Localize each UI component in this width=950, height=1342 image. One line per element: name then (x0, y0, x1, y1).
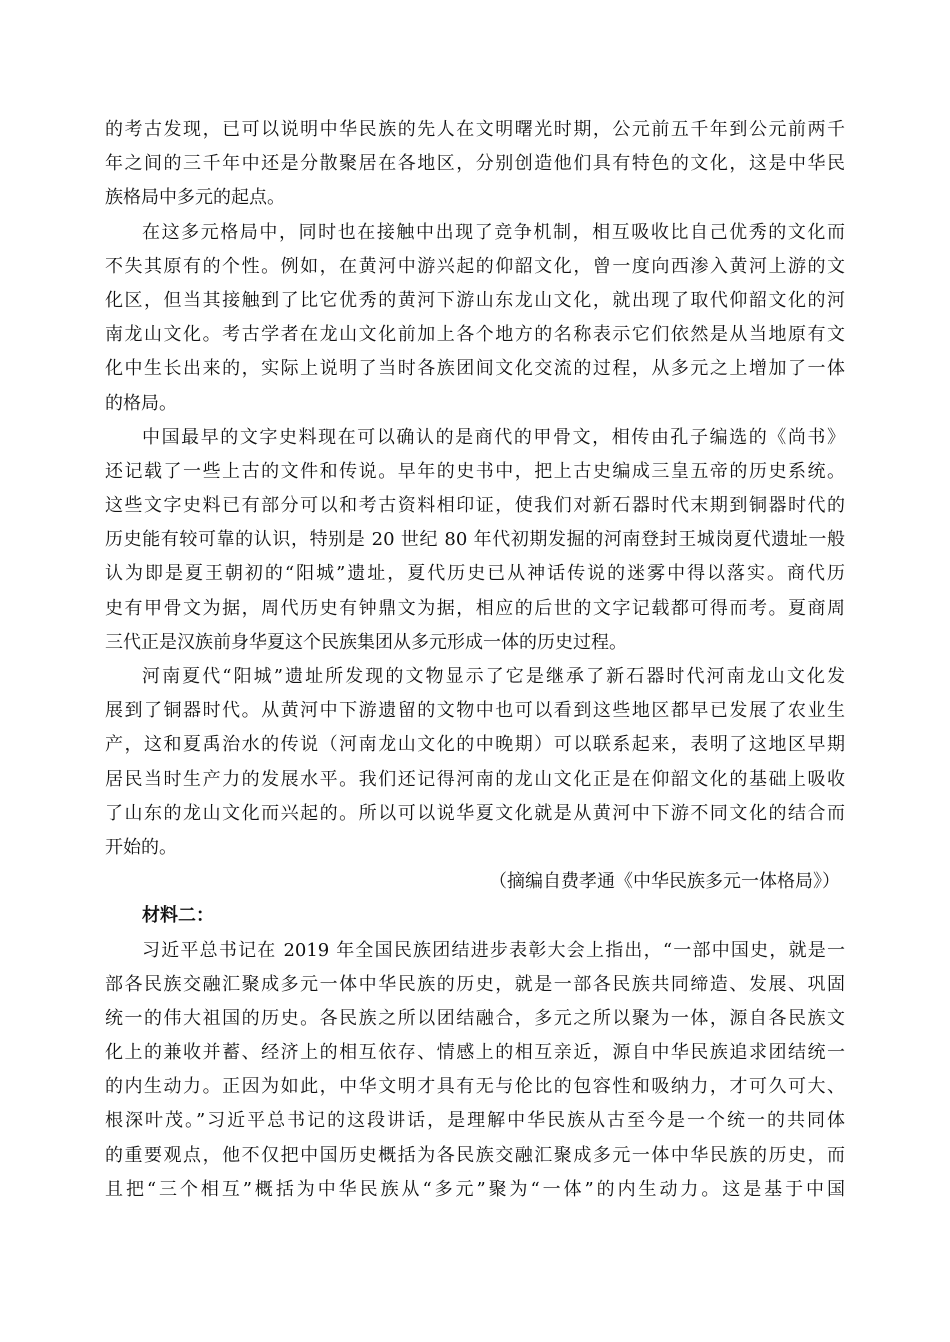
paragraph-3 (105, 421, 845, 660)
text-line: 这些文字史料已有部分可以和考古资料相印证，使我们对新石器时代末期到铜器时代的 (105, 495, 845, 517)
text-line: 三代正是汉族前身华夏这个民族集团从多元形成一体的历史过程。 (105, 631, 627, 653)
text-line: 不失其原有的个性。例如，在黄河中游兴起的仰韶文化，曾一度向西渗入黄河上游的文 (105, 255, 845, 277)
text-line: 年之间的三千年中还是分散聚居在各地区，分别创造他们具有特色的文化，这是中华民 (105, 153, 845, 175)
paragraph-4 (105, 660, 845, 865)
paragraph-2 (105, 216, 845, 421)
document-page (105, 113, 845, 1207)
text-line: 化区，但当其接触到了比它优秀的黄河下游山东龙山文化，就出现了取代仰韶文化的河 (105, 289, 845, 311)
text-line: 南龙山文化。考古学者在龙山文化前加上各个地方的名称表示它们依然是从当地原有文 (105, 324, 845, 346)
text-line: 认为即是夏王朝初的“阳城”遗址，夏代历史已从神话传说的迷雾中得以落实。商代历 (105, 563, 845, 585)
text-line: 的重要观点，他不仅把中国历史概括为各民族交融汇聚成多元一体中华民族的历史，而 (105, 1144, 845, 1166)
text-line: 河南夏代“阳城”遗址所发现的文物显示了它是继承了新石器时代河南龙山文化发 (142, 666, 845, 687)
text-line: 在这多元格局中，同时也在接触中出现了竞争机制，相互吸收比自己优秀的文化而 (142, 221, 845, 243)
text-line: 的格局。 (105, 392, 177, 414)
text-line: 族格局中多元的起点。 (105, 187, 285, 209)
text-line: 统一的伟大祖国的历史。各民族之所以团结融合，多元之所以聚为一体，源自各民族文 (105, 1007, 845, 1029)
paragraph-1 (105, 113, 845, 216)
text-line: 中国最早的文字史料现在可以确认的是商代的甲骨文，相传由孔子编选的《尚书》 (142, 426, 845, 448)
text-line: 开始的。 (105, 836, 177, 858)
source-citation: （摘编自费孝通《中华民族多元一体格局》） (489, 871, 840, 893)
text-line: 居民当时生产力的发展水平。我们还记得河南的龙山文化正是在仰韶文化的基础上吸收 (105, 768, 845, 790)
text-line: 的内生动力。正因为如此，中华文明才具有无与伦比的包容性和吸纳力，才可久可大、 (105, 1076, 845, 1098)
paragraph-5 (105, 934, 845, 1208)
text-line: 产，这和夏禹治水的传说（河南龙山文化的中晚期）可以联系起来，表明了这地区早期 (105, 734, 845, 756)
text-line: 史有甲骨文为据，周代历史有钟鼎文为据，相应的后世的文字记载都可得而考。夏商周 (105, 597, 845, 619)
text-line: 展到了铜器时代。从黄河中下游遗留的文物中也可以看到这些地区都早已发展了农业生 (105, 700, 845, 722)
text-line: 且把“三个相互”概括为中华民族从“多元”聚为“一体”的内生动力。这是基于中国 (105, 1178, 845, 1200)
text-line: 的考古发现，已可以说明中华民族的先人在文明曙光时期，公元前五千年到公元前两千 (105, 119, 845, 140)
text-line: 化上的兼收并蓄、经济上的相互依存、情感上的相互亲近，源自中华民族追求团结统一 (105, 1042, 845, 1064)
text-line: 历史能有较可靠的认识，特别是 20 世纪 80 年代初期发掘的河南登封王城岗夏代遗址一般 (105, 529, 845, 551)
text-line: 了山东的龙山文化而兴起的。所以可以说华夏文化就是从黄河中下游不同文化的结合而 (105, 802, 845, 824)
text-line: 还记载了一些上古的文件和传说。早年的史书中，把上古史编成三皇五帝的历史系统。 (105, 460, 845, 482)
text-line: 部各民族交融汇聚成多元一体中华民族的历史，就是一部各民族共同缔造、发展、巩固 (105, 973, 845, 995)
text-line: 化中生长出来的，实际上说明了当时各族团间文化交流的过程，从多元之上增加了一体 (105, 358, 845, 380)
material-2-heading: 材料二： (142, 905, 214, 927)
text-line: 习近平总书记在 2019 年全国民族团结进步表彰大会上指出，“一部中国史，就是一 (142, 939, 845, 961)
text-line: 根深叶茂。”习近平总书记的这段讲话，是理解中华民族从古至今是一个统一的共同体 (105, 1110, 845, 1132)
